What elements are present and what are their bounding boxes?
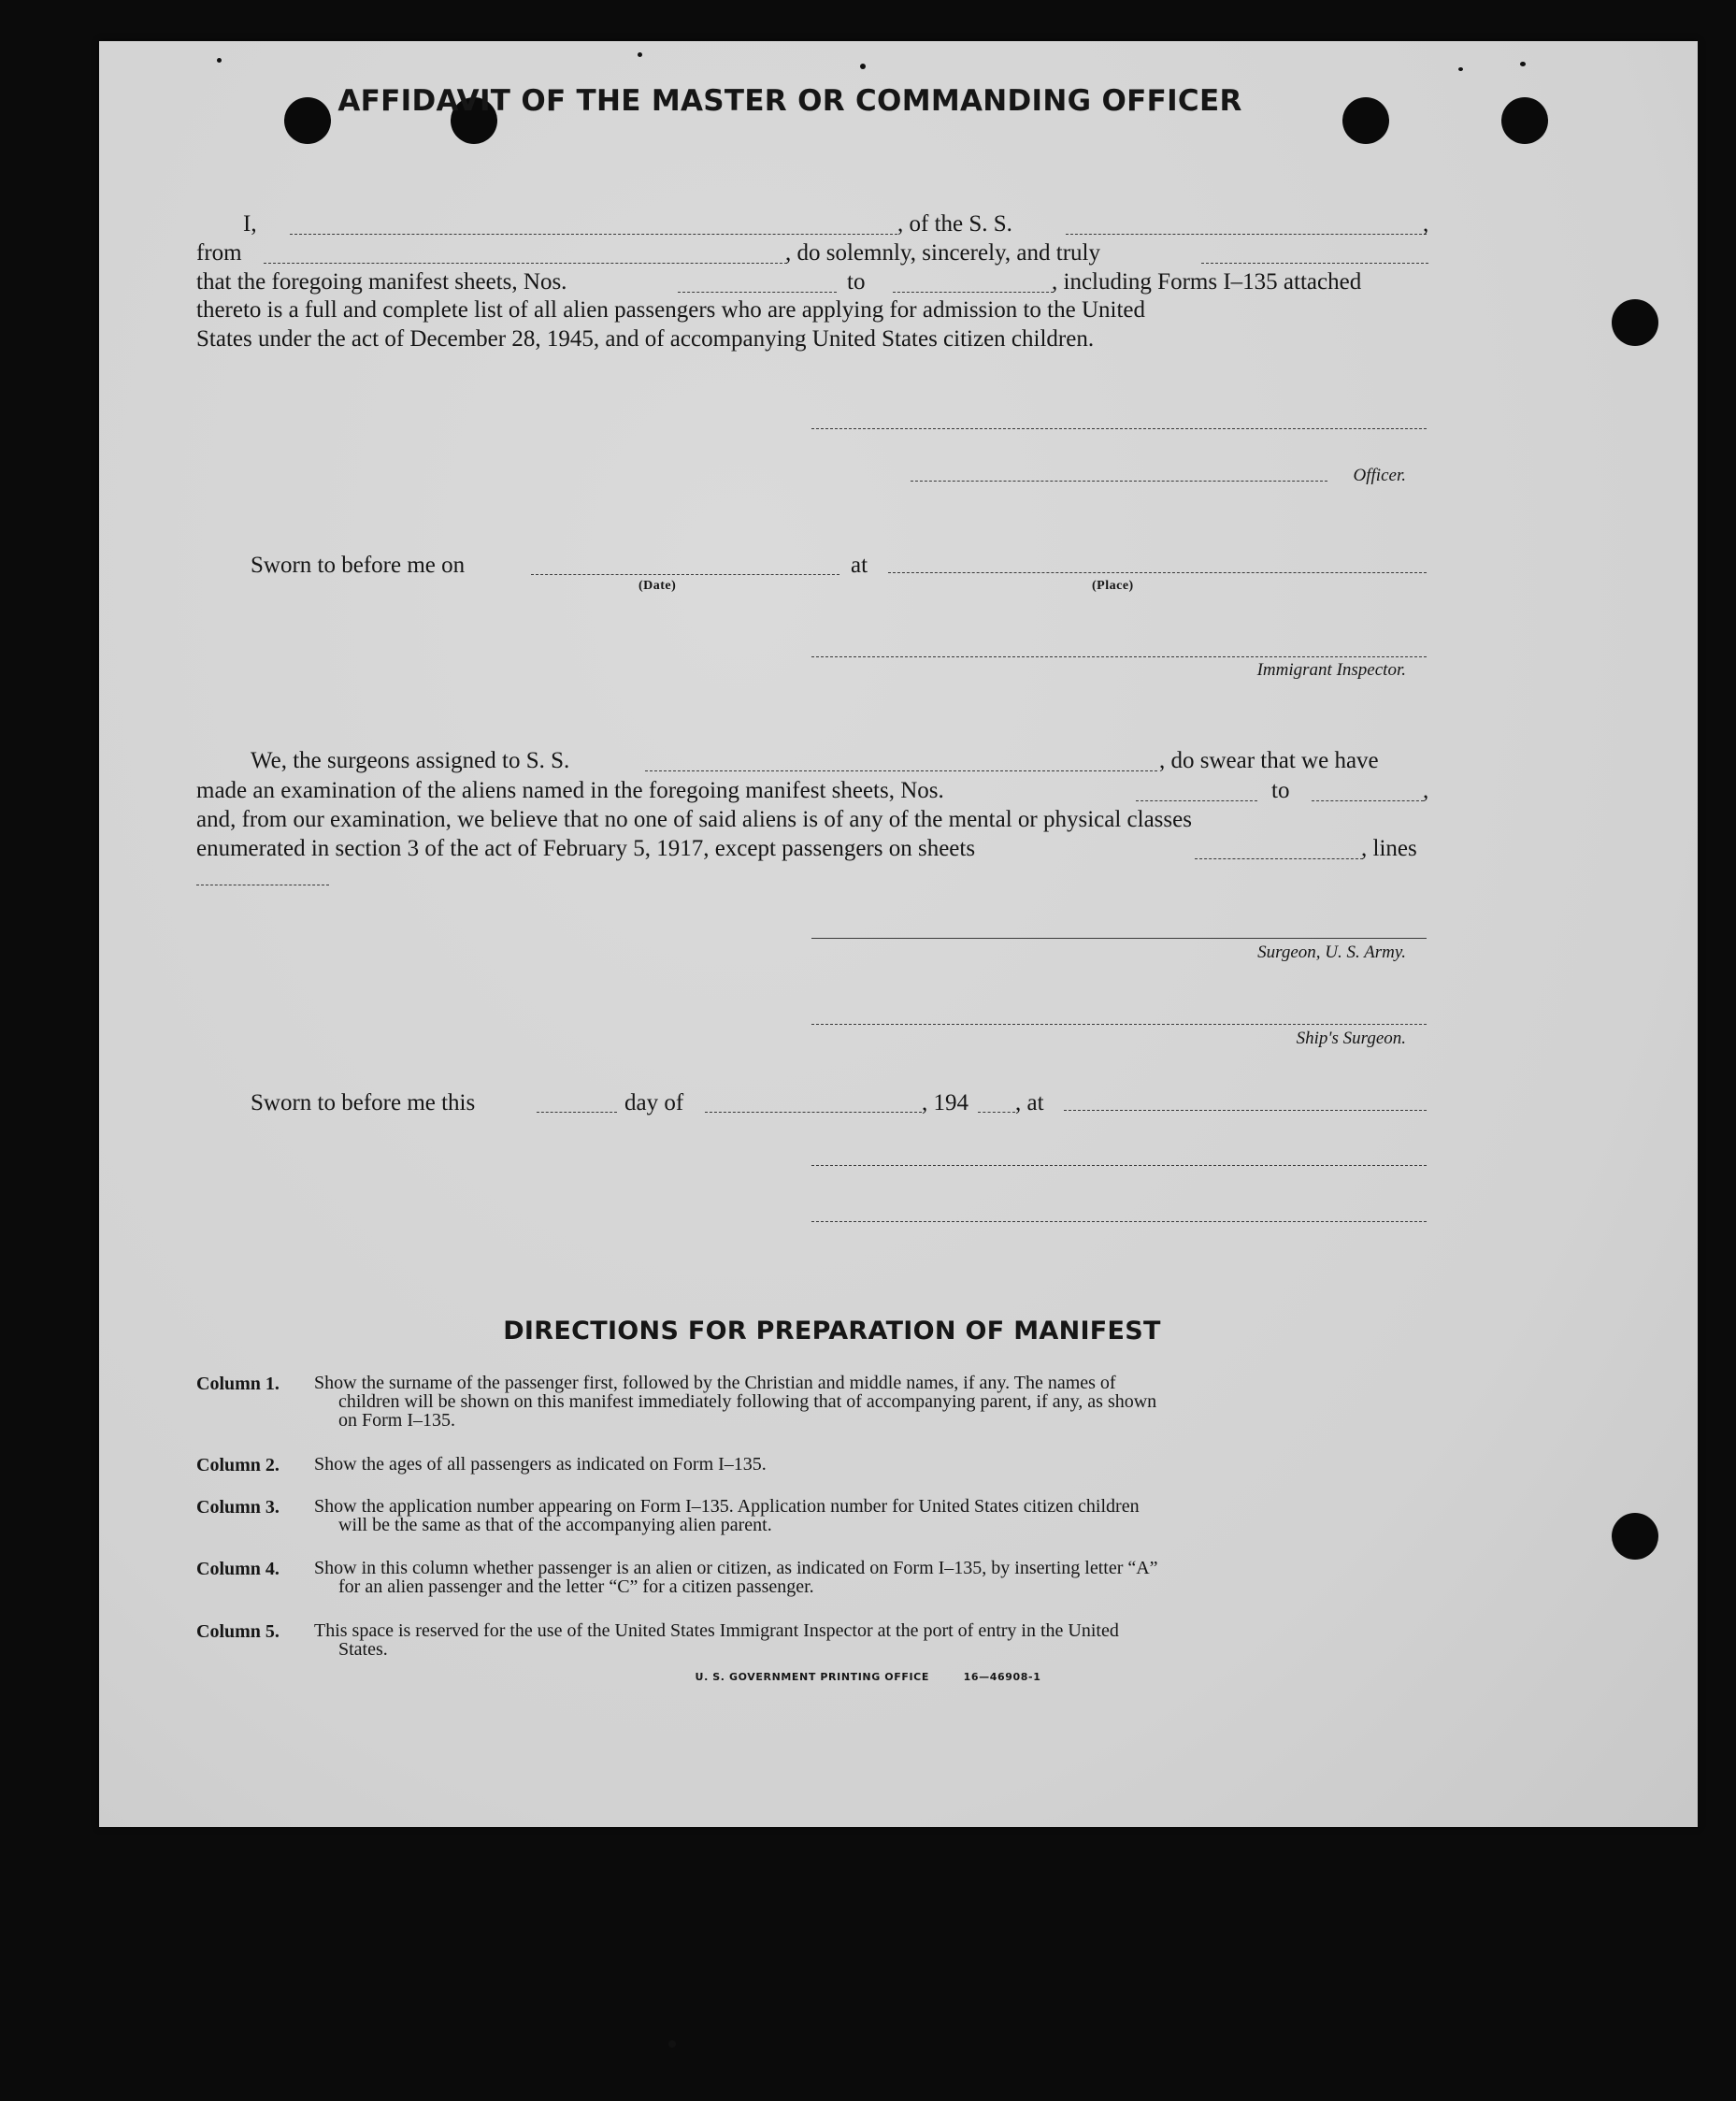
column-1-label: Column 1. [196,1374,280,1394]
sworn-date-field[interactable] [531,574,839,575]
column-2-label: Column 2. [196,1455,280,1475]
punch-hole [1612,299,1658,346]
surgeon-ship-field[interactable] [645,770,1157,771]
place-caption: (Place) [1092,579,1134,593]
surgeon-line3: and, from our examination, we believe that no one of said aliens is of any of the mental or physical classes [196,807,1192,832]
sworn-at-label: at [851,553,868,578]
inspector-label: Immigrant Inspector. [1256,660,1406,680]
punch-hole [1342,97,1389,144]
ship-surgeon-label: Ship's Surgeon. [1296,1029,1406,1048]
column-2-text: Show the ages of all passengers as indicated on Form I–135. [314,1454,767,1475]
sworn-signature-line-2[interactable] [811,1221,1427,1222]
label-surgeons: We, the surgeons assigned to S. S. [251,748,570,773]
label-from: from [196,240,242,266]
sworn-on-label: Sworn to before me on [251,553,466,578]
surgeon-sheet-to-field[interactable] [1312,800,1424,801]
ship-surgeon-signature-line[interactable] [811,1024,1427,1025]
army-surgeon-label: Surgeon, U. S. Army. [1257,943,1406,962]
sheet-from-field[interactable] [678,292,837,293]
label-manifest-sheets: that the foregoing manifest sheets, Nos. [196,269,567,295]
column-5-label: Column 5. [196,1621,280,1642]
inspector-signature-line[interactable] [811,656,1427,657]
label-to: to [847,269,866,295]
punch-hole [1612,1513,1658,1560]
sworn-place-field[interactable] [888,572,1427,573]
sworn-year-field[interactable] [978,1112,1015,1113]
ship-name-field[interactable] [1066,234,1427,235]
comma-2: , [1423,778,1429,803]
date-caption: (Date) [638,579,677,593]
label-enumerated: enumerated in section 3 of the act of February 5, 1917, except passengers on sheets [196,836,976,861]
label-solemnly: , do solemnly, sincerely, and truly [785,240,1100,266]
affidavit-line4: thereto is a full and complete list of all alien passengers who are applying for admission to the United [196,297,1146,323]
oath-field[interactable] [1201,263,1428,264]
from-port-field[interactable] [264,263,787,264]
comma: , [1423,211,1429,237]
directions-title: DIRECTIONS FOR PREPARATION OF MANIFEST [503,1317,1161,1346]
column-1-text: Show the surname of the passenger first, followed by the Christian and middle names, if any. The names of children will be shown on this manifest immediately following that of accompanying parent, if any, as shown on Form I–135. [314,1373,1157,1431]
label-examination: made an examination of the aliens named in the foregoing manifest sheets, Nos. [196,778,944,803]
army-surgeon-signature-line[interactable] [811,938,1427,939]
label-of-ss: , of the S. S. [897,211,1012,237]
except-sheets-field[interactable] [1195,858,1363,859]
column-3-label: Column 3. [196,1497,280,1518]
column-3-text: Show the application number appearing on Form I–135. Application number for United States citizen children will be the same as that of the accompanying alien parent. [314,1496,1140,1535]
sworn-signature-line-1[interactable] [811,1165,1427,1166]
form-code: 16—46908-1 [963,1671,1041,1683]
day-of-label: day of [624,1090,684,1115]
sworn-this-label: Sworn to before me this [251,1090,476,1115]
sheet-to-field[interactable] [893,292,1054,293]
label-to-2: to [1271,778,1290,803]
column-5-text: This space is reserved for the use of the United States Immigrant Inspector at the port of entry in the United States. [314,1620,1119,1660]
printer-name: U. S. GOVERNMENT PRINTING OFFICE [695,1671,929,1683]
sworn-month-field[interactable] [705,1112,922,1113]
sworn-day-field[interactable] [537,1112,617,1113]
label-including: , including Forms I–135 attached [1052,269,1362,295]
column-4-label: Column 4. [196,1559,280,1579]
label-swear: , do swear that we have [1159,748,1379,773]
column-4-text: Show in this column whether passenger is an alien or citizen, as indicated on Form I–135, by inserting letter “A” for an alien passenger and the letter “C” for a citizen passenger. [314,1558,1158,1597]
affidavit-title: AFFIDAVIT OF THE MASTER OR COMMANDING OFFICER [337,84,1242,118]
officer-signature-line-2[interactable] [911,481,1327,482]
officer-signature-line-1[interactable] [811,428,1427,429]
affidavit-line5: States under the act of December 28, 1945, and of accompanying United States citizen children. [196,326,1095,352]
at-label-2: , at [1015,1090,1044,1115]
master-name-field[interactable] [290,234,897,235]
year-label: , 194 [922,1090,968,1115]
printer-imprint [0,1671,1736,1683]
punch-hole [1501,97,1548,144]
label-i: I, [243,211,257,237]
officer-label: Officer. [1353,466,1406,485]
sworn-place-field-2[interactable] [1064,1110,1427,1111]
label-lines: , lines [1361,836,1417,861]
surgeon-sheet-from-field[interactable] [1136,800,1257,801]
